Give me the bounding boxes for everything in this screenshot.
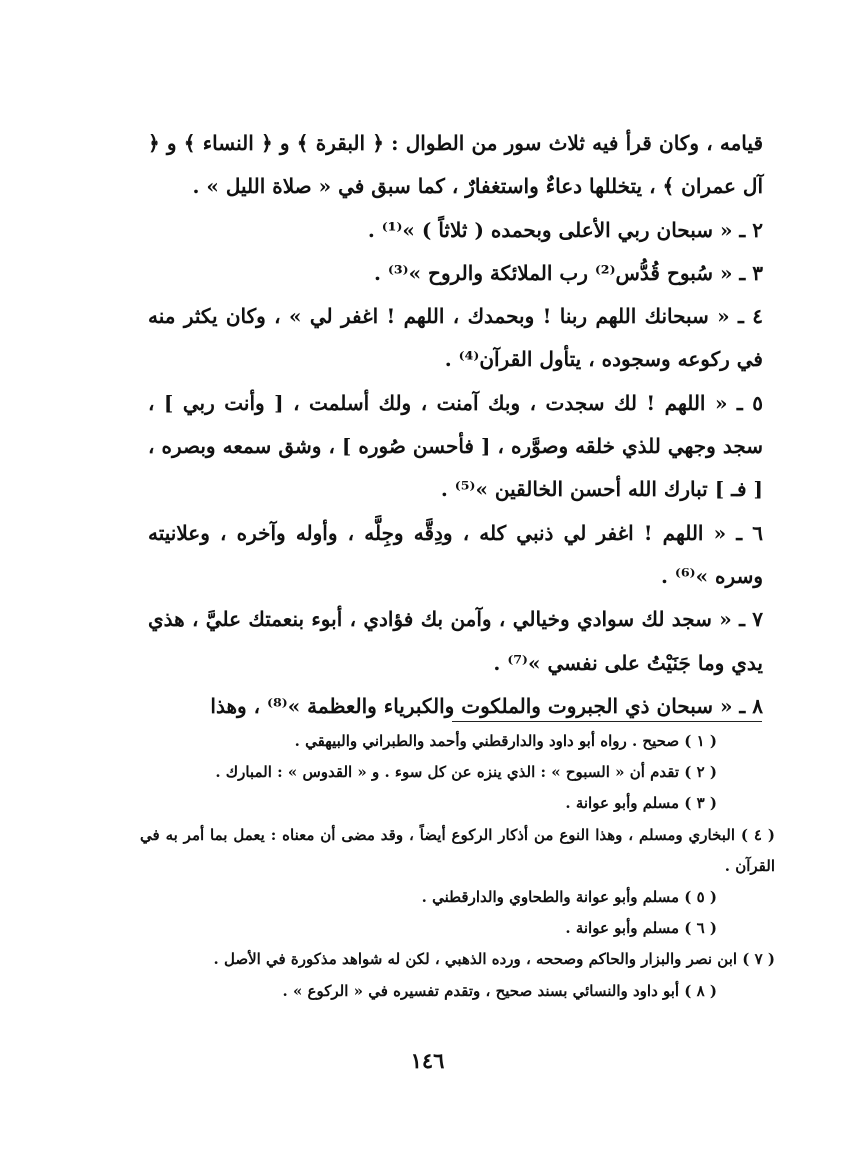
paragraph-item-4: ٤ ـ « سبحانك اللهم ربنا ! وبحمدك ، اللهم ! اغفر لي » ، وكان يكثر منه في ركوعه وسجوده ، يتأول القرآن⁽⁴⁾ . [148,304,763,372]
paragraph-item-5: ٥ ـ « اللهم ! لك سجدت ، وبك آمنت ، ولك أسلمت ، [ وأنت ربي ] ، سجد وجهي للذي خلقه وصوَّره ، [ فأحسن صُوره ] ، وشق سمعه وبصره ، [ فـ ] تبارك الله أحسن الخالقين »⁽⁵⁾ . [148,390,763,502]
footnote-4: ( ٤ ) البخاري ومسلم ، وهذا النوع من أذكار الركوع أيضاً ، وقد مضى أن معناه : يعمل بما أمر به في القرآن . [140,825,775,875]
footnote-3: ( ٣ ) مسلم وأبو عوانة . [565,794,717,813]
paragraph-item-2: ٢ ـ « سبحان ربي الأعلى وبحمده ( ثلاثاً ) »⁽¹⁾ . [367,217,763,242]
paragraph-item-7: ٧ ـ « سجد لك سوادي وخيالي ، وآمن بك فؤادي ، أبوء بنعمتك عليَّ ، هذي يدي وما جَنَيْتُ على نفسي »⁽⁷⁾ . [148,607,763,675]
paragraph-item-8: ٨ ـ « سبحان ذي الجبروت والملكوت والكبرياء والعظمة »⁽⁸⁾ ، وهذا [210,693,763,718]
footnotes [140,726,775,1007]
paragraph-intro: قيامه ، وكان قرأ فيه ثلاث سور من الطوال : ﴿ البقرة ﴾ و ﴿ النساء ﴾ و ﴿ آل عمران ﴾ ، يتخللها دعاءٌ واستغفارٌ ، كما سبق في « صلاة الليل » . [148,131,763,199]
footnote-1: ( ١ ) صحيح . رواه أبو داود والدارقطني وأحمد والطبراني والبيهقي . [294,732,717,750]
footnote-5: ( ٥ ) مسلم وأبو عوانة والطحاوي والدارقطني . [421,888,717,907]
main-text [148,122,763,728]
paragraph-item-6: ٦ ـ « اللهم ! اغفر لي ذنبي كله ، ودِقَّه وجِلَّه ، وأوله وآخره ، وعلانيته وسره »⁽⁶⁾ . [148,520,763,588]
page-number: ١٤٦ [410,1048,445,1073]
footnote-7: ( ٧ ) ابن نصر والبزار والحاكم وصححه ، ورده الذهبي ، لكن له شواهد مذكورة في الأصل . [213,950,775,969]
footnote-6: ( ٦ ) مسلم وأبو عوانة . [565,919,717,938]
footnote-8: ( ٨ ) أبو داود والنسائي بسند صحيح ، وتقدم تفسيره في « الركوع » . [282,981,717,1000]
footnote-2: ( ٢ ) تقدم أن « السبوح » : الذي ينزه عن كل سوء . و « القدوس » : المبارك . [215,763,717,782]
paragraph-item-3: ٣ ـ « سُبوح قُدُّس⁽²⁾ رب الملائكة والروح »⁽³⁾ . [373,260,763,285]
footnote-separator [452,721,762,722]
